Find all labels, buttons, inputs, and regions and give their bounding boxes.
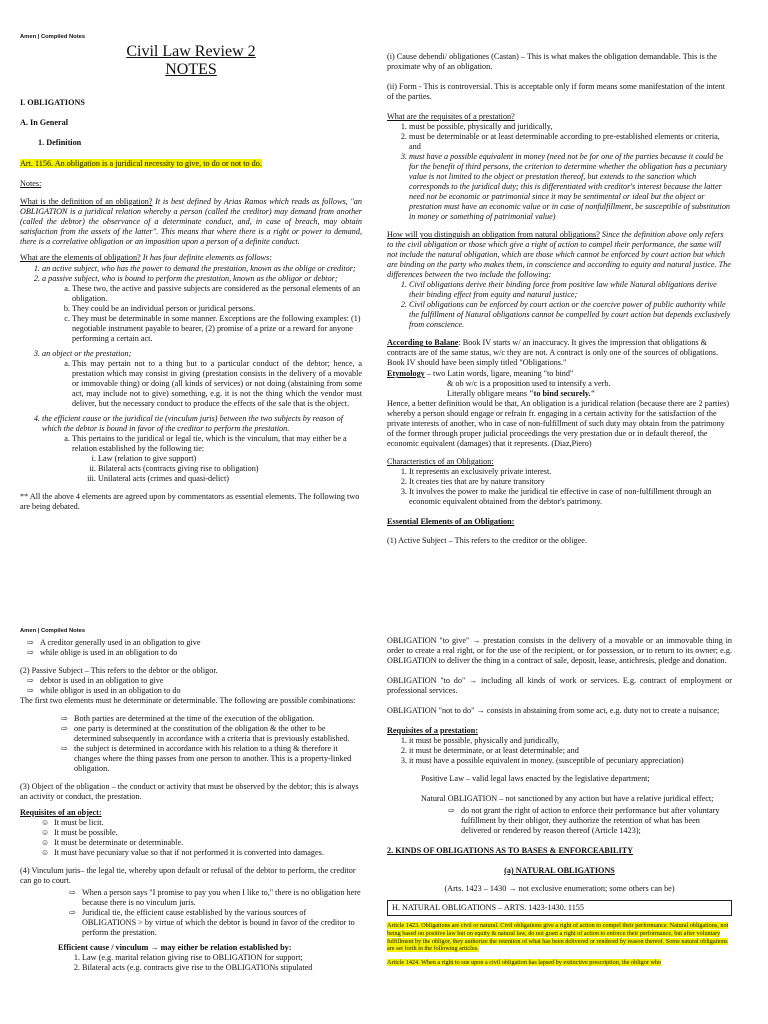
list-item: ⇨ A creditor generally used in an obligation to give	[40, 638, 362, 648]
natural-obligation-list	[387, 806, 732, 836]
distinguish-paragraph: How will you distinguish an obligation from natural obligations? Since the definition above only refers to the civil obligation or those which give a right of action to compel their performance, the same will not include the natural obligation, which are those which cannot be enforced by court action but which are binding on the party who makes them, in conscience and according to equity and natural justice. The differences between the two include the following:	[387, 230, 731, 279]
list-item: 2. Bilateral acts (e.g. contracts give rise to the OBLIGATIONs stipulated	[82, 963, 362, 973]
list-item: 2. Civil obligations can be enforced by court action or the coercive power of public authority while the fulfillment of Natural obligations cannot be compelled by court action but depends exclusively from conscience.	[409, 300, 732, 330]
list-item: ⇨ while obligor is used in an obligation to do	[40, 686, 362, 696]
list-item: 4. the efficient cause or the juridical tie (vinculum juris) between the two subjects by reason of which the debtor is bound in favor of the creditor to perform the prestation. a. This pertains to the juridical or legal tie, which is the vinculum, that may either be a relation established by the following tie: i. Law (relation to give support) ii. Bilateral acts (contracts giving rise to obligation) iii. Unilateral acts (crimes and quasi-delict)	[42, 414, 362, 484]
list-item: 2. must be determinable or at least determinable according to pre-established elements or criteria, and	[409, 132, 732, 152]
page-title: Civil Law Review 2	[126, 43, 256, 60]
list-item: 1. Civil obligations derive their binding force from positive law while Natural obligations derive their binding effect from equity and natural justice;	[409, 280, 732, 300]
first-two-elements: The first two elements must be determinate or determinable. The following are possible combinations:	[20, 696, 356, 705]
vinculum-juris: (4) Vinculum juris– the legal tie, whereby upon default or refusal of the debtor to perform, the creditor can go to court.	[20, 866, 356, 885]
distinguish-list	[387, 280, 732, 330]
section-heading: I. OBLIGATIONS	[20, 97, 85, 107]
article-1156: Art. 1156. An obligation is a juridical necessity to give, to do or not to do.	[20, 158, 262, 168]
list-item: 3. it must have a possible equivalent in money. (susceptible of pecuniary appreciation)	[409, 756, 732, 766]
active-subject: (1) Active Subject – This refers to the creditor or the obligee.	[387, 536, 587, 545]
list-item: ⇨ Both parties are determined at the time of the execution of the obligation.	[74, 714, 362, 724]
obligation-to-give: OBLIGATION "to give" → prestation consists in the delivery of a movable or an immovable thing in order to create a real right, or for the use of the recipient, or for possession, or to return to its owner; e.g. OBLIGATION to deliver the thing in a contract of sale, deposit, lease, antichresis, pledge and donation.	[387, 636, 732, 665]
page-header: Amen | Compiled Notes	[20, 628, 86, 634]
characteristics-list	[387, 467, 732, 507]
list-item: a. These two, the active and passive subjects are considered as the personal elements of an obligation.	[72, 284, 362, 304]
efficient-cause: Efficient cause / vinculum → may either be relation established by:	[58, 943, 292, 952]
list-item: ii. Bilateral acts (contracts giving rise to obligation)	[98, 464, 362, 474]
combinations-list	[20, 714, 362, 774]
prestation-requisites	[387, 122, 732, 222]
etymology: Etymology – two Latin words, ligare, meaning "to bind"	[387, 369, 574, 378]
vinculum-list	[20, 888, 362, 938]
list-item: 1. it must be possible, physically and juridically,	[409, 736, 732, 746]
list-item: ☺ It must be determinate or determinable.	[54, 838, 362, 848]
better-definition: Hence, a better definition would be that, An obligation is a juridical relation (because there are 2 parties) whereby a person should engage or refrain fr. engaging in a certain activity for the satisfaction of the private interests of another, who in case of non-fulfillment of such duty may obtain from the patrimony of the former through proper judicial proceedings the very prestation due or in default thereof, the economic equivalent (damages) that it represents. (Diaz,Piero)	[387, 399, 730, 448]
list-item: 2. It creates ties that are by nature transitory	[409, 477, 732, 487]
characteristics-label: Characteristics of an Obligation:	[387, 457, 494, 466]
positive-law: Positive Law – valid legal laws enacted by the legislative department;	[421, 774, 650, 783]
list-item: ⇨ while oblige is used in an obligation to do	[40, 648, 362, 658]
list-item: ☺ It must be possible.	[54, 828, 362, 838]
right-column	[387, 636, 732, 973]
article-1423: Article 1423. Obligations are civil or natural. Civil obligations give a right of action to compel their performance. Natural obligations, not being based on positive law but on equity & natural law, do not grant a right of action to enforce their performance, but after voluntary fulfillment by the obligor, they authorize the retention of what has been delivered or rendered by reason thereof. Some natural obligations are set forth in the following articles.	[387, 922, 729, 953]
prestation-requisites-label: Requisites of a prestation:	[387, 726, 479, 735]
essential-elements-label: Essential Elements of an Obligation:	[387, 517, 515, 526]
subsection-heading: A. In General	[20, 117, 68, 127]
etymology-literal: Literally obligare means "to bind securely."	[447, 389, 596, 398]
etymology-cont: & ob w/c is a proposition used to intensify a verb.	[447, 379, 611, 388]
left-column	[20, 43, 362, 518]
obligation-to-do: OBLIGATION "to do" → including all kinds of work or services. E.g. contract of employment or professional services.	[387, 676, 732, 695]
object-requisites-label: Requisites of an object:	[20, 808, 102, 817]
list-item: ☺ It must have pecuniary value so that if not performed it is converted into damages.	[54, 848, 362, 858]
list-item: a. This may pertain not to a thing but to a particular conduct of the debtor; hence, a prestation which may consist in giving (prestation consists in the delivery of a movable or immovable thing) or doing (all kinds of services) or not doing (abstaining from some act, may include not to give) something, e.g. it is not the thing which the vendor must deliver, but the necessary conduct to produce the effects of the sale that is the object.	[72, 359, 362, 409]
list-item: ⇨ one party is determined at the constitution of the obligation & the other to be determined subsequently in accordance with a criteria that is previously established.	[74, 724, 362, 744]
list-item: 1. Law (e.g. marital relation giving rise to OBLIGATION for support;	[82, 953, 362, 963]
list-item: ⇨ the subject is determined in accordance with his relation to a thing & therefore it changes where the thing passes from one person to another. This is a property-linked obligation.	[74, 744, 362, 774]
object-of-obligation: (3) Object of the obligation – the conduct or activity that must be observed by the debtor; this is always an activity or conduct, the prestation.	[20, 782, 359, 801]
page-header: Amen | Compiled Notes	[20, 34, 86, 40]
article-1424: Article 1424. When a right to sue upon a civil obligation has lapsed by extinctive prescription, the obligor who	[387, 959, 662, 966]
notes-label: Notes:	[20, 178, 42, 188]
efficient-cause-list	[20, 953, 362, 973]
passive-subject: (2) Passive Subject – This refers to the debtor or the obligor.	[20, 666, 218, 675]
list-item: ⇨ Juridical tie, the efficient cause established by the various sources of OBLIGATIONS > by virtue of which the debtor is bound in favor of the creditor to perform the prestation.	[82, 908, 362, 938]
list-item: ⇨ When a person says "I promise to pay you when I like to," there is no obligation here because there is no vinculum juris.	[82, 888, 362, 908]
page-subtitle: NOTES	[165, 61, 217, 79]
page-2	[0, 512, 768, 1024]
prestation-requisites	[387, 736, 732, 766]
natural-obligation: Natural OBLIGATION – not sanctioned by any action but have a relative juridical effect;	[421, 794, 714, 803]
list-item: 1. It represents an exclusively private interest.	[409, 467, 732, 477]
obligation-not-to-do: OBLIGATION "not to do" → consists in abstaining from some act, e.g. duty not to create a nuisance;	[387, 706, 720, 715]
creditor-list	[20, 638, 362, 658]
elements-list	[20, 264, 362, 484]
list-item: 3. an object or the prestation; a. This may pertain not to a thing but to a particular conduct of the debtor; hence, a prestation which may consist in giving (prestation consists in the delivery of a movable or immovable thing) or doing (all kinds of services) or not doing (abstaining from some act, may include not to give) something, e.g. it is not the thing which the vendor must deliver, but the necessary conduct to produce the effects of the sale that is the object.	[42, 349, 362, 409]
list-item: ⇨ do not grant the right of action to enforce their performance but after voluntary fulfillment by their obligor, they authorize the retention of what has been delivered or rendered by reason thereof (Article 1423);	[461, 806, 732, 836]
list-item: 2. it must be determinate, or at least determinable; and	[409, 746, 732, 756]
object-requisites	[20, 818, 362, 858]
elements-question: What are the elements of obligation? It has four definite elements as follows:	[20, 252, 272, 262]
list-item: b. They could be an individual person or juridical persons.	[72, 304, 362, 314]
left-column	[20, 638, 362, 978]
form-note: (ii) Form - This is controversial. This is acceptable only if form means some manifestation of the intent of the parties.	[387, 82, 726, 101]
natural-obligations-box: H. NATURAL OBLIGATIONS – ARTS. 1423-1430. 1155	[387, 900, 732, 916]
list-item: c. They must be determinable in some manner. Exceptions are the following examples: (1) negotiable instrument payable to bearer, (2) promise of a prize or a reward for anyone performing a certain act.	[72, 314, 362, 344]
list-item: 2. a passive subject, who is bound to perform the prestation, known as the obligor or debtor; a. These two, the active and passive subjects are considered as the personal elements of an obligation. b. They could be an individual person or juridical persons. c. They must be determinable in some manner. Exceptions are the following examples: (1) negotiable instrument payable to bearer, (2) promise of a prize or a reward for anyone performing a certain act.	[42, 274, 362, 344]
list-item: ⇨ debtor is used in an obligation to give	[40, 676, 362, 686]
list-item: ☺ It must be licit.	[54, 818, 362, 828]
list-item: 3. It involves the power to make the juridical tie effective in case of non-fulfillment through an economic equivalent obtained from the debtor's patrimony.	[409, 487, 732, 507]
definition-paragraph: What is the definition of an obligation? It is best defined by Arias Ramos which reads as follows, "an OBLIGATION is a juridical relation whereby a person (called the creditor) may demand from another (called the debtor) the observance of a determinate conduct, and, in case of breach, may obtain satisfaction from the assets of the latter". This means that where there is a right or power to demand, there is a correlative obligation or an imposition upon a person of a definite conduct.	[20, 196, 362, 246]
list-item: 3. must have a possible equivalent in money (need not be for one of the parties because it could be for the benefit of third persons, the criterion to determine whether the obligation has a pecuniary value is not limited to the object or prestation thereof, but extends to the sanction which corresponds to the juridical duty; this is differentiated with creditor's interest because the latter need not be economic or patrimonial since it may be sentimental or ideal but the object or prestation must have an economic value or in case of nonfulfillment, be susceptible of substitution in money or something of patrimonial value)	[409, 152, 732, 222]
kinds-heading: 2. KINDS OF OBLIGATIONS AS TO BASES & ENFORCEABILITY	[387, 846, 634, 855]
list-item: iii. Unilateral acts (crimes and quasi-delict)	[98, 474, 362, 484]
arts-note: (Arts. 1423 – 1430 → not exclusive enumeration; some others can be)	[444, 884, 675, 893]
list-item: 1. must be possible, physically and juridically,	[409, 122, 732, 132]
natural-obligations-heading: (a) NATURAL OBLIGATIONS	[504, 866, 615, 875]
list-item: i. Law (relation to give support)	[98, 454, 362, 464]
prestation-requisites-label: What are the requisites of a prestation?	[387, 112, 515, 121]
topic-heading: 1. Definition	[38, 137, 82, 147]
elements-note: ** All the above 4 elements are agreed upon by commentators as essential elements. The following two are being debated.	[20, 491, 360, 511]
cause-debendi: (i) Cause debendi/ obligationes (Castan) – This is what makes the obligation demandable. This is the proximate why of an obligation.	[387, 52, 717, 71]
balane-paragraph: According to Balane: Book IV starts w/ an inaccuracy. It gives the impression that obligations & contracts are of the same status, w/c they are not. A contract is only one of the sources of obligations. Book IV should have been simply titled "Obligations."	[387, 338, 719, 367]
list-item: a. This pertains to the juridical or legal tie, which is the vinculum, that may either be a relation established by the following tie: i. Law (relation to give support) ii. Bilateral acts (contracts giving rise to obligation) iii. Unilateral acts (crimes and quasi-delict)	[72, 434, 362, 484]
right-column	[387, 52, 732, 552]
list-item: 1. an active subject, who has the power to demand the prestation, known as the oblige or creditor;	[42, 264, 362, 274]
debtor-list	[20, 676, 362, 696]
